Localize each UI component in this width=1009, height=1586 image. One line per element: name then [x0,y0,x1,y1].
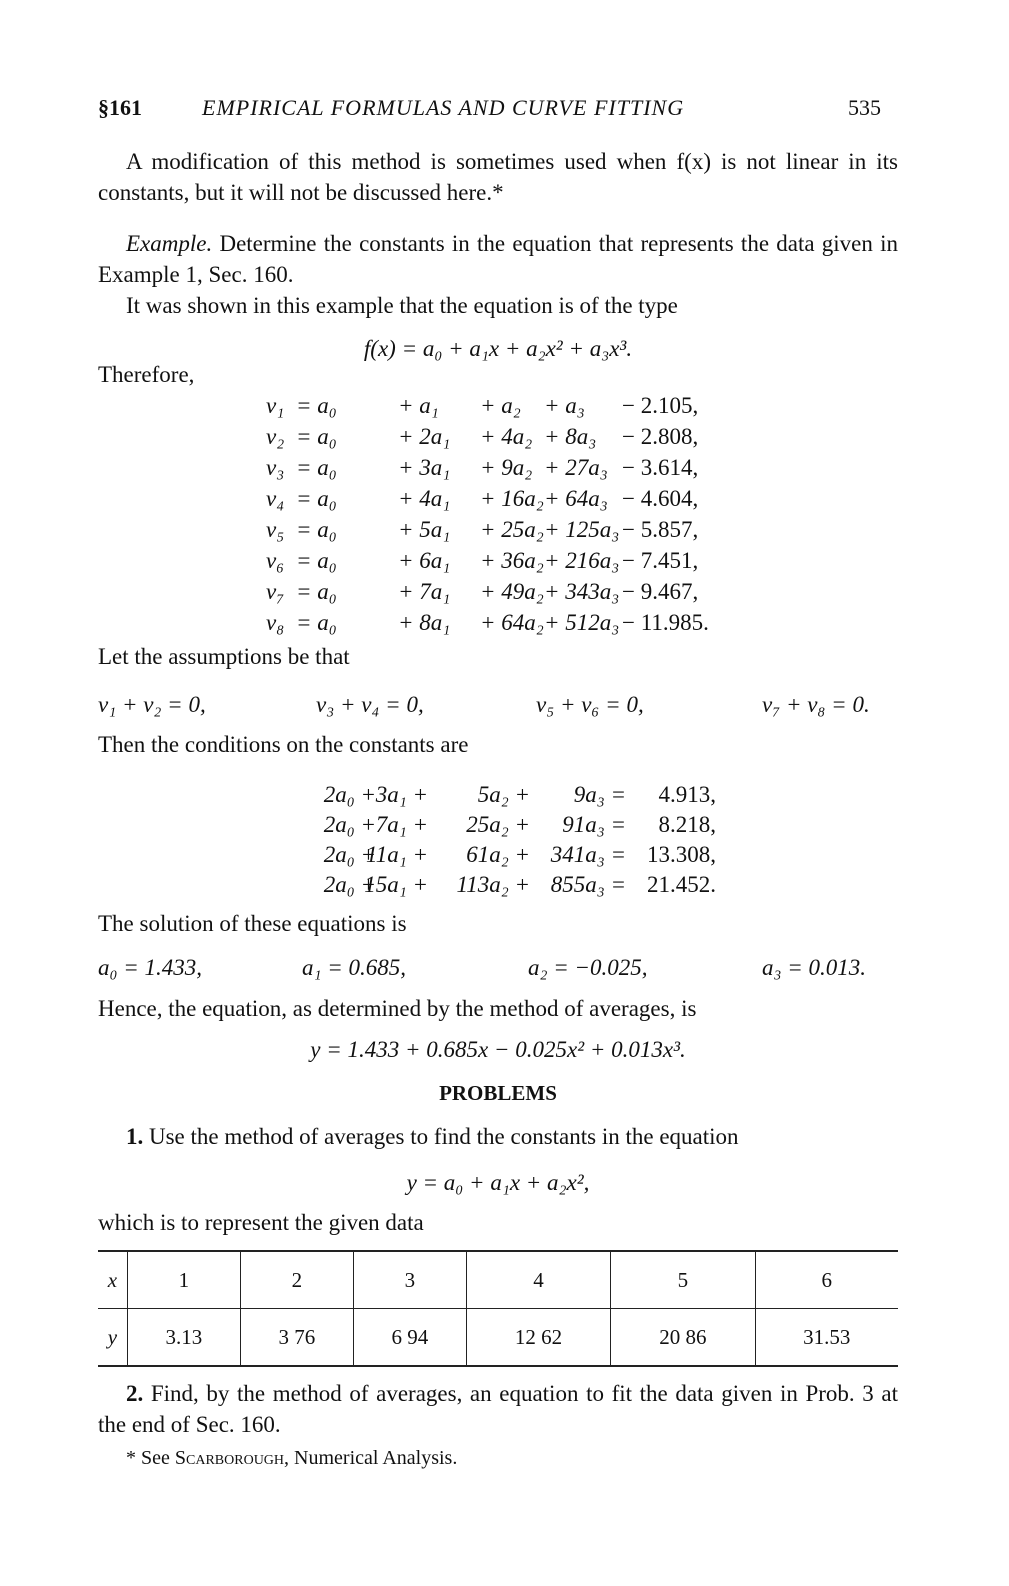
table-cell: 31.53 [755,1309,898,1367]
therefore-text: Therefore, [98,362,195,387]
residual-term: + 6a₁ [398,548,451,573]
residual-term: + 36a₂ [480,548,544,573]
residual-term: = a₀ [296,548,337,573]
condition-term: 9a₃ = [573,782,626,807]
problem-1-which: which is to represent the given data [98,1210,424,1235]
solution-a0: a₀ = 1.433, [98,955,203,980]
table-cell: 3 [353,1251,466,1309]
condition-term: 7a₁ + [375,812,428,837]
solution-intro: The solution of these equations is [98,911,407,936]
residual-term: + 16a₂ [480,486,544,511]
residual-term: + 4a₂ [480,424,533,449]
table-cell: 20 86 [611,1309,755,1367]
table-cell: 1 [127,1251,240,1309]
problem-1-equation: y = a₀ + a₁x + a₂x², [406,1170,590,1195]
residual-term: − 2.105, [622,393,699,418]
residual-term: + 64a₂ [480,610,544,635]
table-cell: 2 [240,1251,353,1309]
residual-term: + 8a₃ [544,424,597,449]
residual-term: − 5.857, [622,517,699,542]
residual-term: + 8a₁ [398,610,451,635]
assumption-2: v₃ + v₄ = 0, [316,692,424,717]
residual-term: + 125a₃ [544,517,620,542]
table-row-x [98,1251,898,1309]
condition-term: 91a₃ = [562,812,626,837]
residual-term: − 3.614, [622,455,699,480]
residual-term: + 512a₃ [544,610,620,635]
condition-term: 855a₃ = [550,872,626,897]
residual-term: v₇ [266,579,285,604]
residual-term: + 5a₁ [398,517,451,542]
assumption-1: v₁ + v₂ = 0, [98,692,206,717]
condition-term: 113a₂ + [456,872,530,897]
hence-text: Hence, the equation, as determined by the method of averages, is [98,996,697,1021]
residual-term: + a₃ [544,393,585,418]
residual-term: v₈ [266,610,285,635]
assumptions-intro: Let the assumptions be that [98,644,350,669]
residual-term: + 25a₂ [480,517,544,542]
residual-term: + 27a₃ [544,455,608,480]
condition-term: 21.452. [647,872,716,897]
residual-term: v₂ [266,424,285,449]
condition-term: 25a₂ + [466,812,530,837]
table-cell: 6 94 [353,1309,466,1367]
problem-1 [98,1121,898,1152]
intro-paragraph: A modification of this method is sometimes used when f(x) is not linear in its constants, but it will not be discussed here.* [98,149,898,205]
condition-term: 2a₀ + [323,842,376,867]
data-table [98,1250,898,1367]
assumption-4: v₇ + v₈ = 0. [762,692,870,717]
footnote-author: Scarborough, [174,1447,290,1469]
condition-term: 3a₁ + [375,782,428,807]
problem-2 [98,1378,898,1440]
final-equation: y = 1.433 + 0.685x − 0.025x² + 0.013x³. [310,1037,686,1062]
residual-term: = a₀ [296,486,337,511]
residual-term: + 3a₁ [398,455,451,480]
conditions-intro: Then the conditions on the constants are [98,732,469,757]
table-cell: 3.13 [127,1309,240,1367]
residual-term: v₆ [266,548,285,573]
footnote [126,1447,457,1470]
section-number: §161 [98,95,142,120]
table-cell: 6 [755,1251,898,1309]
residual-term: + 7a₁ [398,579,451,604]
table-cell: 12 62 [466,1309,610,1367]
residual-term: + 4a₁ [398,486,451,511]
residual-term: − 2.808, [622,424,699,449]
residual-term: + a₁ [398,393,439,418]
problem-2-text: Find, by the method of averages, an equation to fit the data given in Prob. 3 at the end of Sec. 160. [98,1381,898,1437]
condition-term: 61a₂ + [466,842,530,867]
condition-term: 11a₁ + [365,842,428,867]
example-text: Determine the constants in the equation that represents the data given in Example 1, Sec. 160. [98,231,898,287]
residual-term: + 216a₃ [544,548,620,573]
table-cell: 5 [611,1251,755,1309]
residual-term: + 343a₃ [544,579,620,604]
condition-term: 2a₀ + [323,782,376,807]
example-paragraph [98,228,898,290]
condition-term: 341a₃ = [550,842,626,867]
page-number: 535 [848,95,881,120]
condition-term: 2a₀ + [323,872,376,897]
condition-term: 15a₁ + [364,872,428,897]
residual-term: v₃ [266,455,285,480]
residual-term: = a₀ [296,610,337,635]
condition-term: 2a₀ + [323,812,376,837]
solution-a3: a₃ = 0.013. [762,955,867,980]
assumption-3: v₅ + v₆ = 0, [536,692,644,717]
example-label: Example. [126,231,213,256]
residual-term: + 49a₂ [480,579,544,604]
residual-term: + 64a₃ [544,486,608,511]
footnote-mark: * See [126,1447,170,1469]
problem-2-number: 2. [126,1381,144,1406]
table-cell: 3 76 [240,1309,353,1367]
residual-term: − 11.985. [622,610,709,635]
table-header-y: y [98,1309,127,1367]
residual-term: + 2a₁ [398,424,451,449]
solution-a1: a₁ = 0.685, [302,955,407,980]
residual-term: − 4.604, [622,486,699,511]
residual-term: + 9a₂ [480,455,533,480]
footnote-work: Numerical Analysis. [294,1447,458,1469]
residual-term: v₅ [266,517,285,542]
residual-term: v₁ [266,393,285,418]
residual-term: + a₂ [480,393,521,418]
type-equation: f(x) = a₀ + a₁x + a₂x² + a₃x³. [363,336,633,361]
condition-term: 5a₂ + [477,782,530,807]
running-title: EMPIRICAL FORMULAS AND CURVE FITTING [202,95,685,120]
condition-term: 13.308, [647,842,716,867]
table-cell: 4 [466,1251,610,1309]
table-row-y [98,1309,898,1367]
residual-term: = a₀ [296,517,337,542]
residual-term: v₄ [266,486,285,511]
example-shown: It was shown in this example that the equation is of the type [126,293,678,318]
condition-term: 8.218, [658,812,716,837]
problem-1-text: Use the method of averages to find the constants in the equation [149,1124,739,1149]
residual-term: = a₀ [296,424,337,449]
solution-a2: a₂ = −0.025, [528,955,648,980]
residual-term: = a₀ [296,579,337,604]
problems-heading: PROBLEMS [439,1081,557,1105]
residual-term: = a₀ [296,393,337,418]
residual-term: − 7.451, [622,548,699,573]
table-header-x: x [98,1251,127,1309]
residual-term: = a₀ [296,455,337,480]
condition-term: 4.913, [658,782,716,807]
residual-term: − 9.467, [622,579,699,604]
problem-1-number: 1. [126,1124,144,1149]
